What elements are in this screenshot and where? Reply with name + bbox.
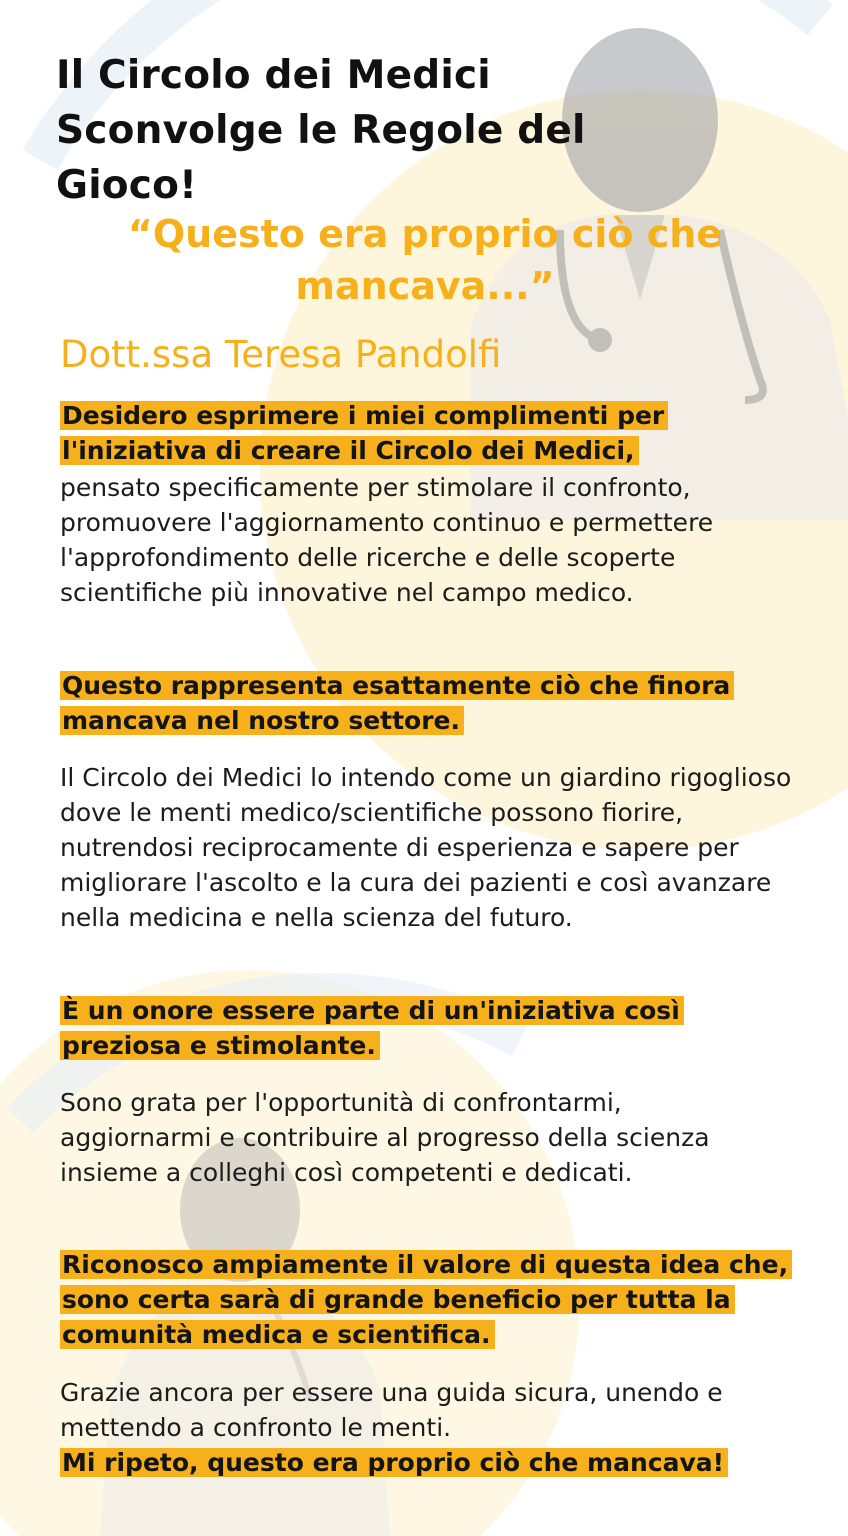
page-title: [56, 48, 696, 213]
highlight-3-text: È un onore essere parte di un'iniziativa così preziosa e stimolante.: [60, 996, 684, 1060]
title-line-1: Il Circolo dei Medici: [56, 53, 491, 98]
highlight-5-text: Mi ripeto, questo era proprio ciò che mancava!: [60, 1448, 728, 1477]
highlight-2: [60, 668, 800, 738]
highlight-1: [60, 398, 800, 468]
testimonial-quote: [60, 208, 790, 312]
highlight-1-line-2: l'iniziativa di creare il Circolo dei Medici,: [60, 436, 639, 465]
paragraph-4: Grazie ancora per essere una guida sicura, unendo e mettendo a confronto le menti.: [60, 1378, 723, 1442]
paragraph-3: Sono grata per l'opportunità di confrontarmi, aggiornarmi e contribuire al progresso della scienza insieme a colleghi così competenti e dedicati.: [60, 1088, 710, 1187]
title-line-3: Gioco!: [56, 163, 198, 208]
highlight-1-line-1: Desidero esprimere i miei complimenti per: [60, 401, 668, 430]
highlight-3: [60, 993, 760, 1063]
highlight-5: [60, 1445, 800, 1480]
highlight-4-text: Riconosco ampiamente il valore di questa idea che, sono certa sarà di grande beneficio per tutta la comunità medica e scientifica.: [60, 1250, 792, 1349]
highlight-2-text: Questo rappresenta esattamente ciò che finora mancava nel nostro settore.: [60, 671, 734, 735]
highlight-4: [60, 1247, 790, 1352]
paragraph-2: Il Circolo dei Medici lo intendo come un giardino rigoglioso dove le menti medico/scientifiche possono fiorire, nutrendosi reciprocamente di esperienza e sapere per migliorare l'ascolto e la cura dei pazienti e così avanzare nella medicina e nella scienza del futuro.: [60, 763, 792, 932]
quote-line-1: “Questo era proprio ciò che: [127, 212, 723, 256]
author-name: Dott.ssa Teresa Pandolfi: [60, 333, 502, 376]
title-line-2: Sconvolge le Regole del: [56, 108, 586, 153]
quote-line-2: mancava...”: [295, 264, 555, 308]
paragraph-1: pensato specificamente per stimolare il confronto, promuovere l'aggiornamento continuo e permettere l'approfondimento delle ricerche e delle scoperte scientifiche più innovative nel campo medico.: [60, 473, 714, 607]
